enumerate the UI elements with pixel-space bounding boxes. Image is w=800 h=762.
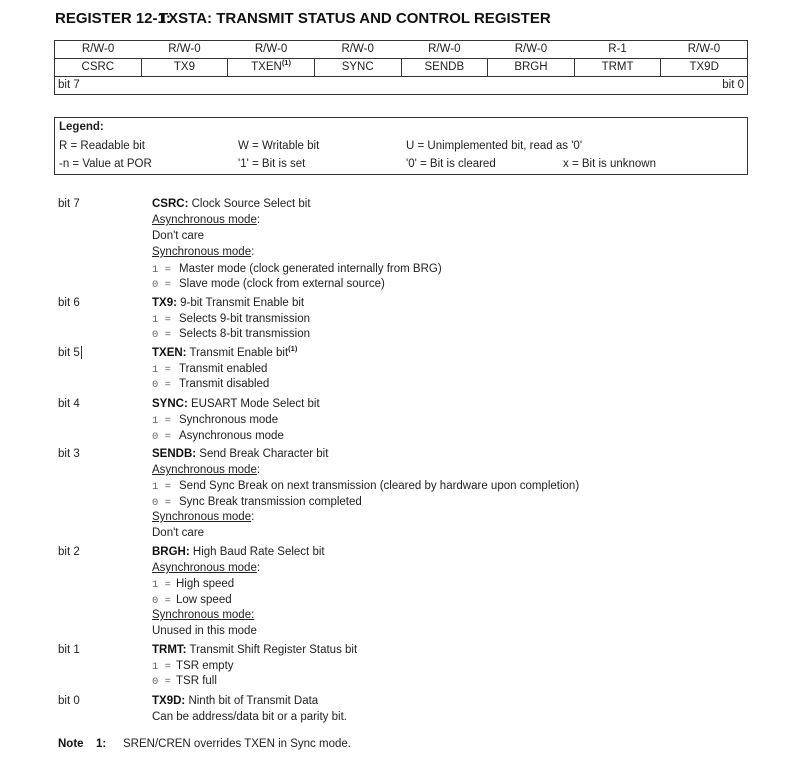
value-text: Transmit enabled: [179, 363, 268, 375]
register-title: [55, 10, 551, 27]
value-text: Send Sync Break on next transmission (cleared by hardware upon completion): [179, 480, 580, 492]
bit-name-cell: SYNC: [314, 59, 401, 77]
value-key: 0 =: [152, 279, 171, 291]
bit-heading: [152, 643, 357, 658]
bit-mnemonic: SYNC:: [152, 398, 188, 410]
access-cell: R-1: [574, 41, 661, 59]
legend-box: [54, 117, 748, 175]
value-text: Transmit disabled: [179, 378, 270, 390]
access-cell: R/W-0: [55, 41, 142, 59]
mode-text: Unused in this mode: [152, 625, 257, 637]
value-desc: [152, 429, 284, 445]
value-desc: [152, 674, 217, 690]
value-desc: [152, 327, 310, 343]
mode-label: Asynchronous mode: [152, 464, 257, 476]
mode-label: Synchronous mode: [152, 511, 252, 523]
bit-label-text: bit 5: [58, 347, 80, 359]
value-text: Selects 8-bit transmission: [179, 328, 311, 340]
value-desc: [152, 577, 234, 593]
bit-name: TXEN: [251, 61, 282, 73]
bit-name-cell: TX9: [141, 59, 228, 77]
value-key: 0 =: [152, 329, 171, 341]
mode-text: Don't care: [152, 230, 205, 242]
bit-heading: [152, 197, 311, 212]
bit-name-cell: BRGH: [488, 59, 575, 77]
mode-heading: Asynchronous mode:: [152, 214, 261, 226]
legend-item: W = Writable bit: [238, 140, 320, 152]
access-cell: R/W-0: [401, 41, 488, 59]
bit-heading: [152, 397, 320, 412]
value-desc: [152, 377, 269, 393]
text-cursor: [81, 346, 82, 359]
value-text: Sync Break transmission completed: [179, 496, 362, 508]
value-text: Slave mode (clock from external source): [179, 278, 385, 290]
bit-mnemonic: CSRC:: [152, 198, 189, 210]
access-cell: R/W-0: [488, 41, 575, 59]
msb-label: bit 7: [58, 79, 80, 91]
bit-title: Send Break Character bit: [199, 448, 329, 460]
bit-heading: [152, 694, 318, 709]
bit-heading: [152, 296, 304, 311]
value-text: TSR full: [176, 675, 217, 687]
mode-heading: Synchronous mode:: [152, 511, 255, 523]
value-desc: [152, 413, 278, 429]
value-text: Low speed: [176, 594, 232, 606]
note-label: Note: [58, 738, 84, 750]
bit-mnemonic: TX9D:: [152, 695, 186, 707]
bit-name-cell: TX9D: [661, 59, 748, 77]
value-text: TSR empty: [176, 660, 234, 672]
value-desc: [152, 262, 442, 278]
value-key: 1 =: [152, 579, 171, 591]
footnote-ref: (1): [288, 344, 298, 354]
value-desc: [152, 277, 385, 293]
value-desc: [152, 312, 310, 328]
access-cell: R/W-0: [661, 41, 748, 59]
bit-text: Can be address/data bit or a parity bit.: [152, 711, 347, 723]
bit-title: Ninth bit of Transmit Data: [188, 695, 319, 707]
bit-mnemonic: SENDB:: [152, 448, 197, 460]
value-desc: [152, 593, 232, 609]
value-text: High speed: [176, 578, 235, 590]
value-key: 0 =: [152, 379, 171, 391]
value-key: 1 =: [152, 264, 171, 276]
value-desc: [152, 659, 234, 675]
legend-item: -n = Value at POR: [59, 158, 152, 170]
mode-heading: [152, 608, 254, 623]
mode-label: Synchronous mode: [152, 246, 252, 258]
value-text: Master mode (clock generated internally from BRG): [179, 263, 442, 275]
value-desc: [152, 362, 267, 378]
access-cell: R/W-0: [141, 41, 228, 59]
legend-item: R = Readable bit: [59, 140, 145, 152]
legend-item: '0' = Bit is cleared: [406, 158, 496, 170]
bit-name-cell: TRMT: [574, 59, 661, 77]
bit-heading: [152, 447, 328, 462]
bit-order-cell: [55, 77, 748, 95]
value-key: 0 =: [152, 595, 171, 607]
bit-label: bit 1: [58, 644, 80, 656]
bit-label: bit 6: [58, 297, 80, 309]
note-text: SREN/CREN overrides TXEN in Sync mode.: [123, 738, 351, 750]
bit-label: [58, 346, 82, 361]
access-row: [55, 41, 748, 59]
value-key: 1 =: [152, 481, 171, 493]
value-text: Synchronous mode: [179, 414, 279, 426]
legend-item: '1' = Bit is set: [238, 158, 306, 170]
bit-name-cell: SENDB: [401, 59, 488, 77]
mode-heading: Asynchronous mode:: [152, 562, 261, 574]
bit-title: Transmit Enable bit: [189, 347, 289, 359]
footnote: [58, 738, 351, 750]
value-key: 0 =: [152, 431, 171, 443]
value-desc: [152, 495, 362, 511]
mode-label: Synchronous mode:: [152, 609, 255, 621]
register-name: TXSTA: TRANSMIT STATUS AND CONTROL REGISTER: [159, 10, 551, 27]
bit-name-cell: [228, 59, 315, 77]
bit-title: EUSART Mode Select bit: [190, 398, 320, 410]
mode-text: Don't care: [152, 527, 205, 539]
bit-heading: [152, 545, 325, 560]
mode-label: Asynchronous mode: [152, 562, 257, 574]
bit-title: 9-bit Transmit Enable bit: [180, 297, 305, 309]
register-bit-table: [54, 40, 748, 95]
access-cell: R/W-0: [228, 41, 315, 59]
bit-mnemonic: TX9:: [152, 297, 177, 309]
bit-label: bit 0: [58, 695, 80, 707]
bit-label: bit 7: [58, 198, 80, 210]
note-number: 1:: [96, 738, 107, 750]
value-key: 1 =: [152, 314, 171, 326]
mode-heading: Synchronous mode:: [152, 246, 255, 258]
bit-label: bit 3: [58, 448, 80, 460]
bit-name-cell: CSRC: [55, 59, 142, 77]
legend-item: x = Bit is unknown: [563, 158, 657, 170]
lsb-label: bit 0: [722, 79, 744, 91]
value-key: 0 =: [152, 497, 171, 509]
bit-mnemonic: BRGH:: [152, 546, 190, 558]
name-row: [55, 59, 748, 77]
mode-label: Asynchronous mode: [152, 214, 257, 226]
legend-title: Legend:: [59, 121, 104, 133]
value-key: 0 =: [152, 676, 171, 688]
value-key: 1 =: [152, 661, 171, 673]
bit-mnemonic: TXEN:: [152, 347, 187, 359]
bit-heading: [152, 346, 297, 361]
value-key: 1 =: [152, 415, 171, 427]
mode-heading: Asynchronous mode:: [152, 464, 261, 476]
bit-title: Clock Source Select bit: [191, 198, 311, 210]
value-desc: [152, 479, 579, 495]
value-text: Asynchronous mode: [179, 430, 284, 442]
bit-mnemonic: TRMT:: [152, 644, 187, 656]
bit-title: High Baud Rate Select bit: [192, 546, 325, 558]
value-text: Selects 9-bit transmission: [179, 313, 311, 325]
register-number: REGISTER 12-1:: [55, 10, 171, 27]
bit-title: Transmit Shift Register Status bit: [189, 644, 358, 656]
value-key: 1 =: [152, 364, 171, 376]
access-cell: R/W-0: [314, 41, 401, 59]
bit-label: bit 4: [58, 398, 80, 410]
footnote-ref: (1): [281, 58, 291, 68]
bit-order-row: [55, 77, 748, 95]
legend-item: U = Unimplemented bit, read as '0': [406, 140, 583, 152]
bit-label: bit 2: [58, 546, 80, 558]
